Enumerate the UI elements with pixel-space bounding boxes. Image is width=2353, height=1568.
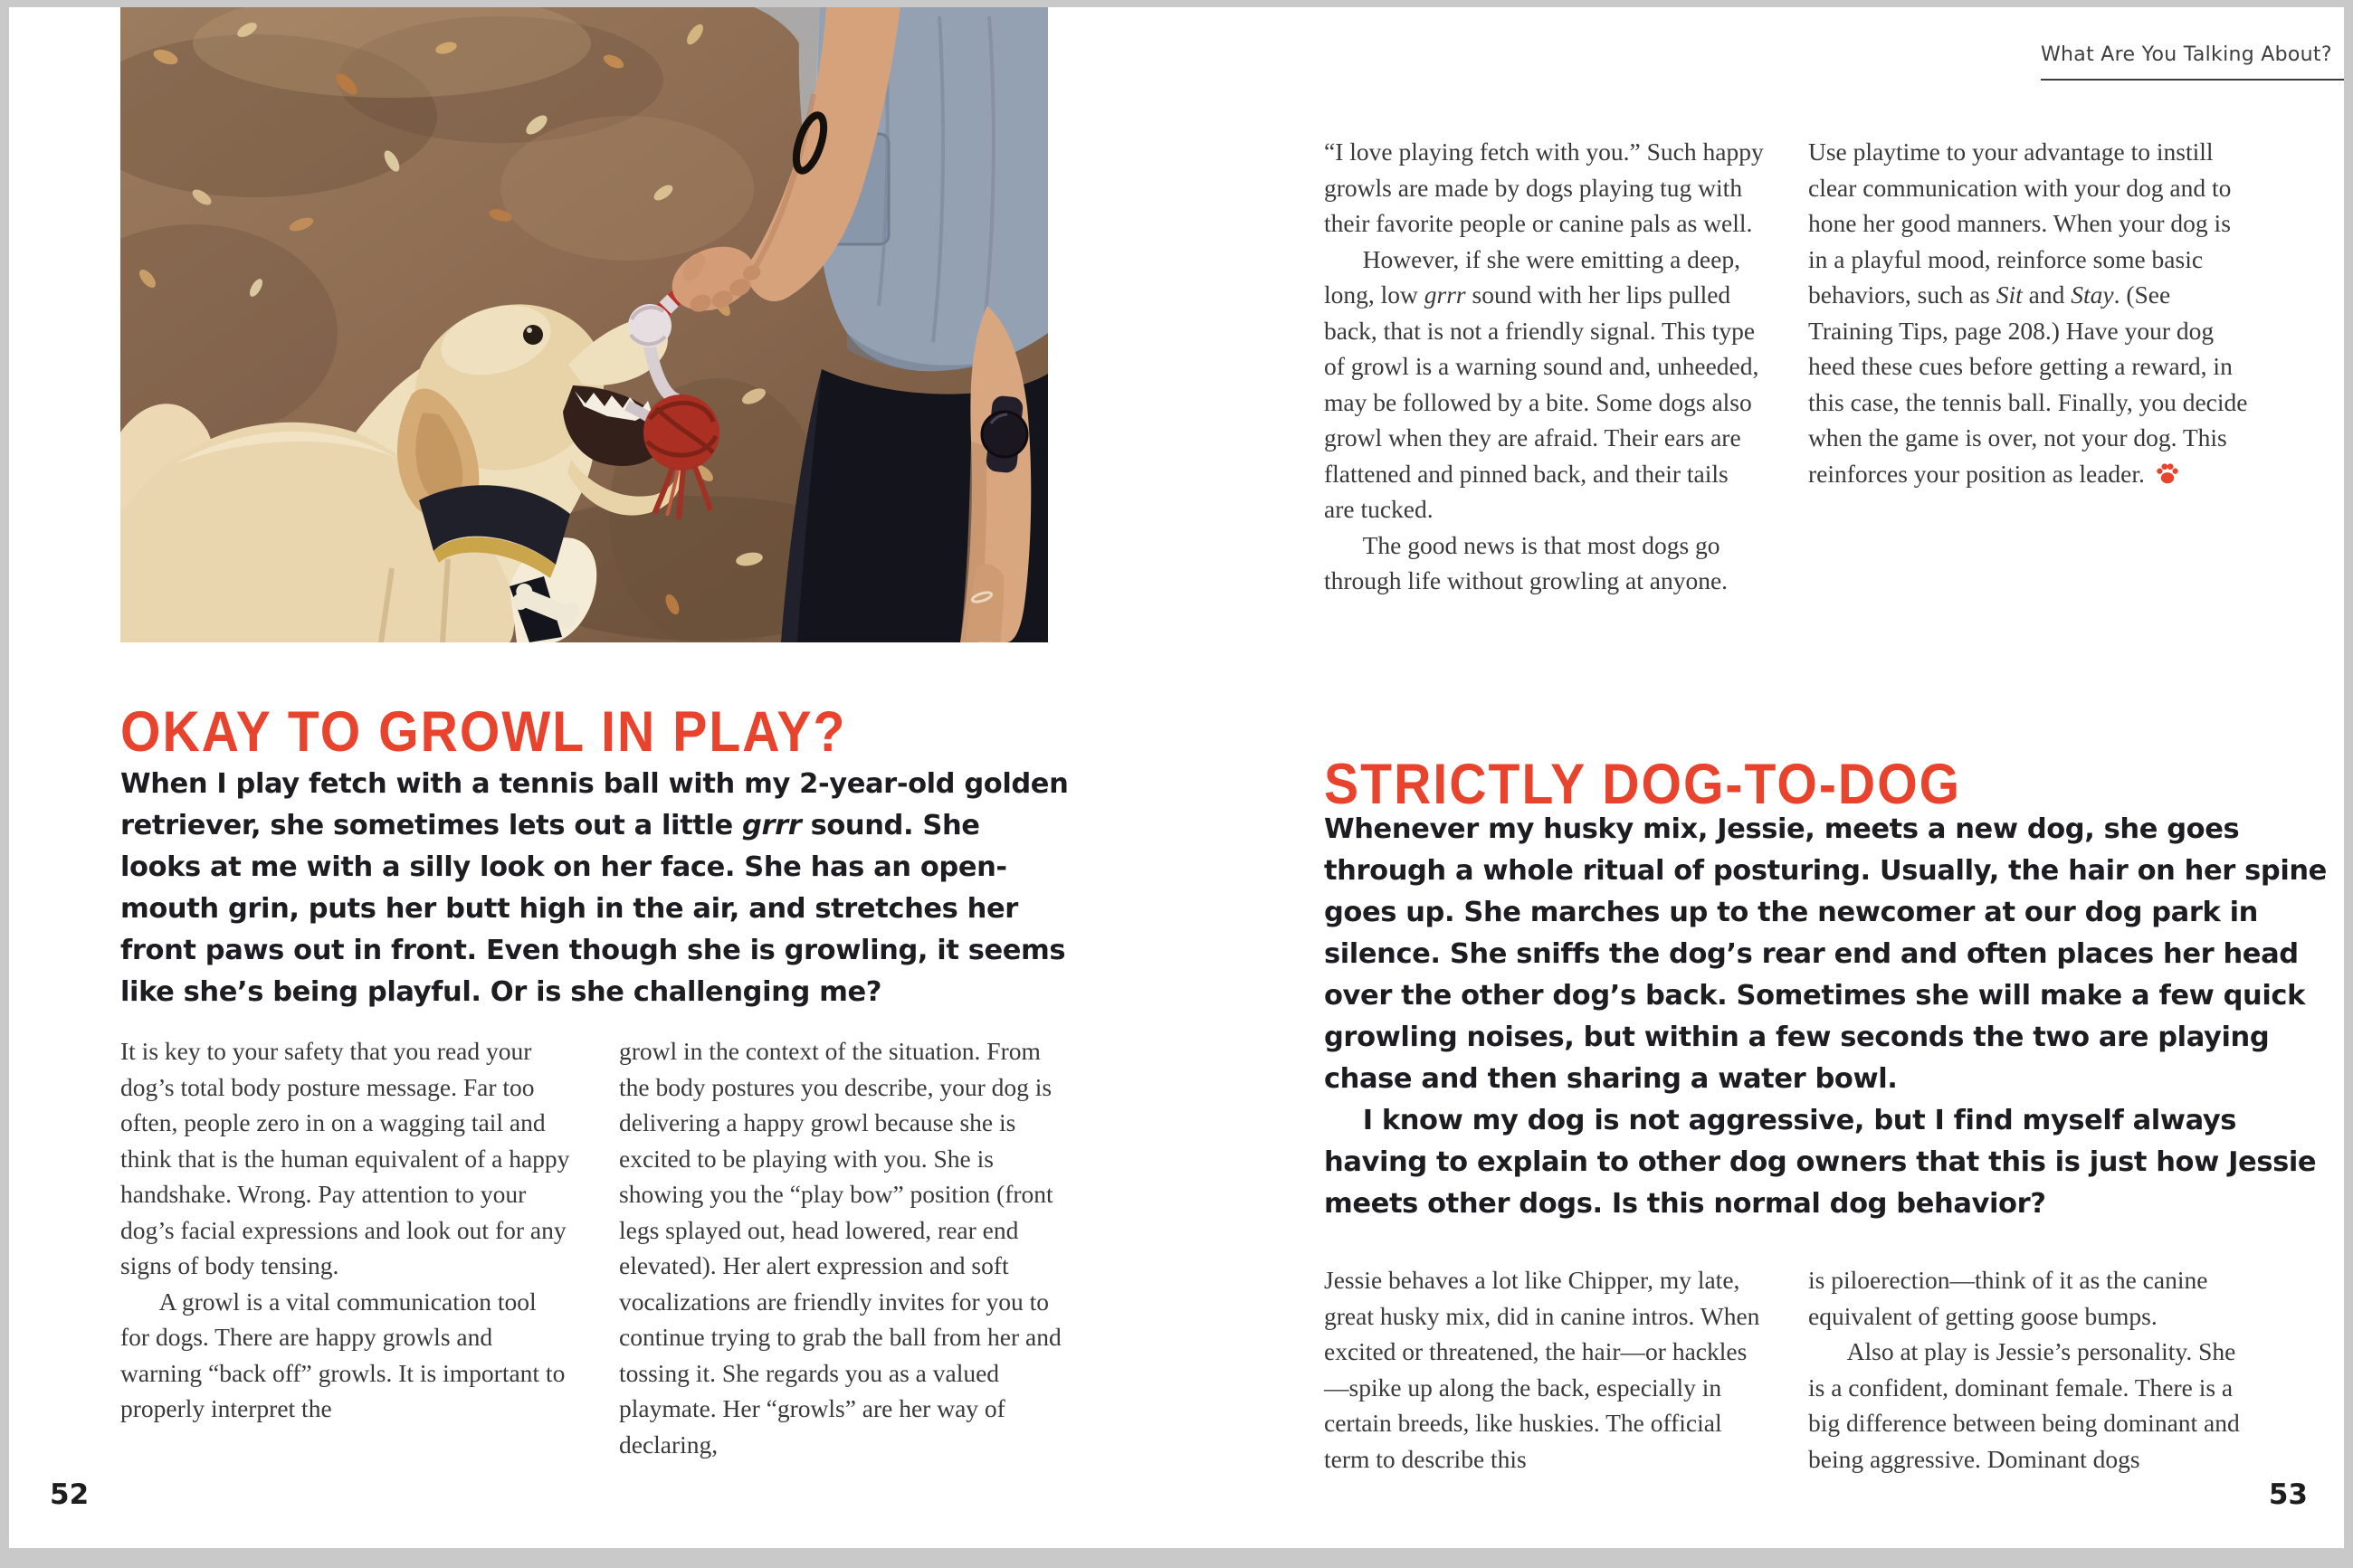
dog-tug-illustration [120, 7, 1048, 642]
page-number-left: 52 [50, 1478, 90, 1511]
page-left [9, 7, 1176, 1548]
section-heading-right: STRICTLY DOG-TO-DOG [1324, 752, 1962, 816]
paw-icon [2154, 461, 2181, 486]
continued-column-1: “I love playing fetch with you.” Such happy growls are made by dogs playing tug with their favorite people or canine pals as well. However, if she were emitting a deep, long, low grrr sound with her lips pulled back, that is not a friendly signal. This type of growl is a warning sound and, unheeded, may be followed by a bite. Some dogs also growl when they are afraid. Their ears are flattened and pinned back, and their tails are tucked. The good news is that most dogs go through life without growling at anyone. [1324, 138, 1764, 594]
section-heading-left: OKAY TO GROWL IN PLAY? [120, 699, 847, 764]
answer-column-1: It is key to your safety that you read your dog’s total body posture message. Far too often, people zero in on a wagging tail and think that is the human equivalent of a happy handshake. Wrong. Pay attention to your dog’s facial expressions and look out for any signs of body tensing. A growl is a vital communication tool for dogs. There are happy growls and warning “back off” growls. It is important to properly interpret the [120, 1037, 570, 1422]
question-text-right: Whenever my husky mix, Jessie, meets a new dog, she goes through a whole ritual of posturing. Usually, the hair on her spine goes up. She marches up to the newcomer at our dog park in silence. She sniffs the dog’s rear end and often places her head over the other dog’s back. Sometimes she will make a few quick growling noises, but within a few seconds the two are playing chase and then sharing a water bowl. I know my dog is not aggressive, but I find myself always having to explain to other dog owners that this is just how Jessie meets other dogs. Is this normal dog behavior? [1324, 813, 2327, 1220]
question-text-left: When I play fetch with a tennis ball with my 2-year-old golden retriever, she sometimes lets out a little grrr sound. She looks at me with a silly look on her face. She has an open-mouth grin, puts her butt high in the air, and stretches her front paws out in front. Even though she is growling, it seems like she’s being playful. Or is she challenging me? [120, 768, 1069, 1008]
answer-columns-right [1324, 1262, 2249, 1477]
page-number-right: 53 [2268, 1478, 2308, 1511]
dog-tug-photo [120, 7, 1048, 642]
continued-columns [1324, 134, 2249, 599]
page-right [1176, 7, 2344, 1548]
answer-columns-left [120, 1033, 1069, 1462]
book-spread [9, 7, 2344, 1548]
answer-column-1: Jessie behaves a lot like Chipper, my late, great husky mix, did in canine intros. When excited or threatened, the hair—or hackles—spike up along the back, especially in certain breeds, like huskies. The official term to describe this [1324, 1266, 1760, 1473]
running-header [2041, 43, 2344, 81]
answer-column-2: growl in the context of the situation. From the body postures you describe, your dog is delivering a happy growl because she is excited to be playing with you. She is showing you the “play bow” position (front legs splayed out, head lowered, rear end elevated). Her alert expression and soft vocalizations are friendly invites for you to continue trying to grab the ball from her and tossing it. She regards you as a valued playmate. Her “growls” are her way of declaring, [619, 1037, 1062, 1459]
running-header-label: What Are You Talking About? [2041, 43, 2332, 66]
answer-column-2: is piloerection—think of it as the canine equivalent of getting goose bumps. Also at play is Jessie’s personality. She is a confident, dominant female. There is a big difference between being dominant and being aggressive. Dominant dogs [1808, 1266, 2240, 1473]
continued-column-2: Use playtime to your advantage to instill clear communication with your dog and to hone her good manners. When your dog is in a playful mood, reinforce some basic behaviors, such as Sit and Stay. (See Training Tips, page 208.) Have your dog heed these cues before getting a reward, in this case, the tennis ball. Finally, you decide when the game is over, not your dog. This reinforces your position as leader. [1808, 138, 2248, 488]
